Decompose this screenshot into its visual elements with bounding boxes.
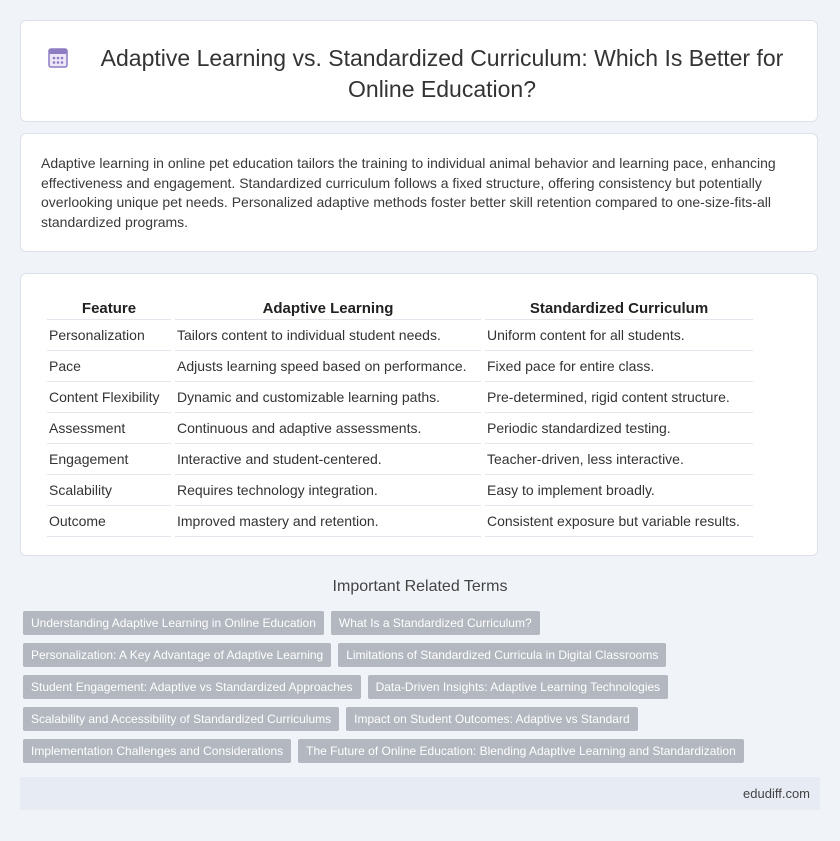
tag-row (23, 675, 803, 699)
related-term-link[interactable]: Personalization: A Key Advantage of Adaptive Learning (23, 643, 331, 667)
related-term-link[interactable]: The Future of Online Education: Blending Adaptive Learning and Standardization (298, 739, 744, 763)
cell-feature: Personalization (47, 319, 171, 350)
header-feature: Feature (81, 299, 137, 317)
header-adaptive-learning: Adaptive Learning (262, 299, 394, 317)
cell-standardized: Teacher-driven, less interactive. (485, 443, 753, 474)
comparison-table (43, 296, 757, 537)
related-term-link[interactable]: Scalability and Accessibility of Standardized Curriculums (23, 707, 339, 731)
tag-row (23, 611, 803, 635)
cell-standardized: Fixed pace for entire class. (485, 350, 753, 381)
page-title: Adaptive Learning vs. Standardized Curriculum: Which Is Better for Online Education? (100, 45, 784, 102)
table-row (47, 412, 753, 443)
tag-row (23, 707, 803, 731)
tag-row (23, 643, 803, 667)
cell-feature: Content Flexibility (47, 381, 171, 412)
cell-adaptive: Improved mastery and retention. (175, 505, 481, 537)
cell-standardized: Easy to implement broadly. (485, 474, 753, 505)
footer (20, 777, 820, 810)
description-card (20, 133, 818, 252)
related-term-link[interactable]: Implementation Challenges and Considerations (23, 739, 291, 763)
comparison-card (20, 273, 818, 556)
description-text: Adaptive learning in online pet education tailors the training to individual animal behavior and learning pace, enhancing effectiveness and engagement. Standardized curriculum follows a fixed structure, offering consistency but potentially overlooking unique pet needs. Personalized adaptive methods foster better skill retention compared to one-size-fits-all standardized programs. (41, 155, 776, 230)
cell-adaptive: Continuous and adaptive assessments. (175, 412, 481, 443)
cell-adaptive: Adjusts learning speed based on performance. (175, 350, 481, 381)
related-term-link[interactable]: Impact on Student Outcomes: Adaptive vs Standard (346, 707, 638, 731)
cell-standardized: Periodic standardized testing. (485, 412, 753, 443)
related-terms-list (23, 611, 803, 771)
tag-row (23, 739, 803, 763)
related-term-link[interactable]: Student Engagement: Adaptive vs Standardized Approaches (23, 675, 361, 699)
related-term-link[interactable]: Understanding Adaptive Learning in Online Education (23, 611, 324, 635)
cell-feature: Engagement (47, 443, 171, 474)
related-term-link[interactable]: Data-Driven Insights: Adaptive Learning Technologies (368, 675, 669, 699)
cell-feature: Assessment (47, 412, 171, 443)
cell-feature: Pace (47, 350, 171, 381)
cell-adaptive: Tailors content to individual student needs. (175, 319, 481, 350)
table-header-row (47, 296, 753, 319)
footer-site-link[interactable]: edudiff.com (743, 786, 810, 801)
cell-adaptive: Interactive and student-centered. (175, 443, 481, 474)
related-term-link[interactable]: What Is a Standardized Curriculum? (331, 611, 540, 635)
calendar-grid-icon (47, 47, 69, 69)
cell-feature: Outcome (47, 505, 171, 537)
table-row (47, 443, 753, 474)
table-row (47, 381, 753, 412)
table-row (47, 474, 753, 505)
cell-feature: Scalability (47, 474, 171, 505)
related-term-link[interactable]: Limitations of Standardized Curricula in Digital Classrooms (338, 643, 666, 667)
cell-adaptive: Requires technology integration. (175, 474, 481, 505)
related-terms-heading: Important Related Terms (332, 578, 508, 595)
table-row (47, 505, 753, 537)
header-standardized-curriculum: Standardized Curriculum (529, 299, 709, 317)
title-card (20, 20, 818, 122)
cell-standardized: Pre-determined, rigid content structure. (485, 381, 753, 412)
cell-standardized: Uniform content for all students. (485, 319, 753, 350)
cell-adaptive: Dynamic and customizable learning paths. (175, 381, 481, 412)
table-row (47, 350, 753, 381)
table-row (47, 319, 753, 350)
cell-standardized: Consistent exposure but variable results. (485, 505, 753, 537)
